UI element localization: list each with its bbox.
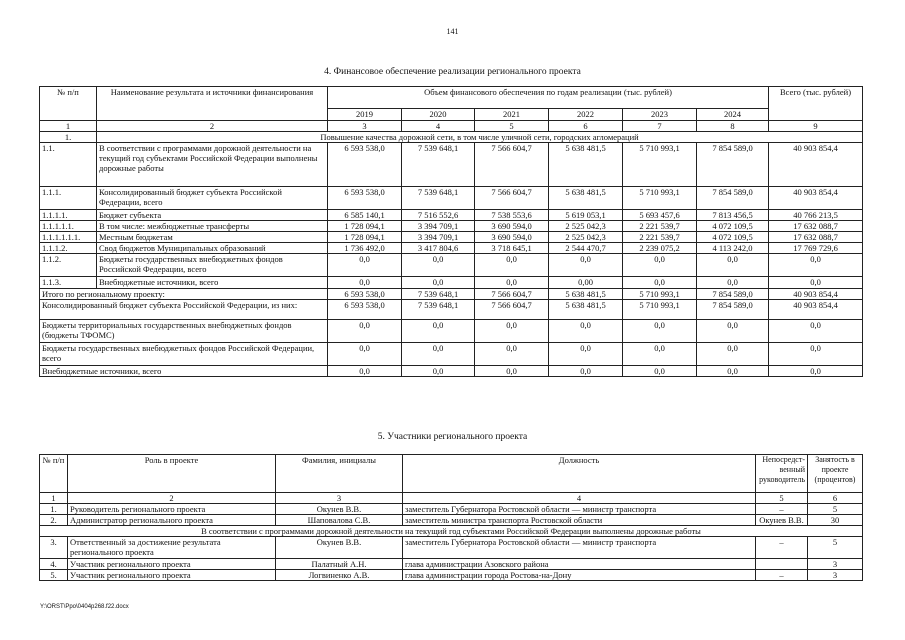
financing-total-row bbox=[40, 366, 863, 377]
year-value: 5 693 457,6 bbox=[623, 210, 697, 221]
row-number: 1.1.1. bbox=[40, 187, 97, 210]
year-value: 5 638 481,5 bbox=[549, 187, 623, 210]
col-number: 9 bbox=[769, 121, 863, 132]
year-value: 7 566 604,7 bbox=[475, 187, 549, 210]
header-num: № п/п bbox=[40, 87, 97, 121]
year-value: 7 854 589,0 bbox=[697, 143, 769, 187]
total-value: 0,0 bbox=[769, 320, 863, 343]
total-value: 17 632 088,7 bbox=[769, 221, 863, 232]
col-number: 6 bbox=[808, 493, 863, 504]
header-role: Роль в проекте bbox=[68, 455, 276, 493]
year-value: 0,0 bbox=[623, 366, 697, 377]
row-name: Бюджет субъекта bbox=[97, 210, 328, 221]
year-value: 7 539 648,1 bbox=[402, 143, 475, 187]
col-number: 4 bbox=[403, 493, 756, 504]
participant-row bbox=[40, 504, 863, 515]
row-number: 1.1.2. bbox=[40, 254, 97, 277]
participant-position: глава администрации Азовского района bbox=[403, 559, 756, 570]
year-value: 7 566 604,7 bbox=[475, 143, 549, 187]
financing-row bbox=[40, 187, 863, 210]
year-value: 0,0 bbox=[475, 366, 549, 377]
year-value: 7 813 456,5 bbox=[697, 210, 769, 221]
year-value: 7 854 589,0 bbox=[697, 187, 769, 210]
col-number: 2 bbox=[68, 493, 276, 504]
row-name: Консолидированный бюджет субъекта Российской Федерации, всего bbox=[97, 187, 328, 210]
header-name: Фамилия, инициалы bbox=[276, 455, 403, 493]
header-result-name: Наименование результата и источники финансирования bbox=[97, 87, 328, 121]
year-header: 2024 bbox=[697, 109, 769, 121]
total-row-name: Итого по региональному проекту: bbox=[40, 289, 328, 300]
year-value: 2 525 042,3 bbox=[549, 232, 623, 243]
participant-name: Окунев В.В. bbox=[276, 504, 403, 515]
participant-num: 3. bbox=[40, 537, 68, 559]
financing-row bbox=[40, 277, 863, 289]
footer-file-path: Y:\ORST\Ppo\0404p268.f22.docx bbox=[40, 604, 129, 610]
participant-position: заместитель Губернатора Ростовской области — министр транспорта bbox=[403, 504, 756, 515]
financing-total-row bbox=[40, 320, 863, 343]
year-value: 5 710 993,1 bbox=[623, 289, 697, 300]
year-value: 6 593 538,0 bbox=[328, 143, 402, 187]
participant-position: глава администрации города Ростова-на-Дону bbox=[403, 570, 756, 581]
year-value: 0,0 bbox=[549, 343, 623, 366]
participants-group-title: В соответствии с программами дорожной деятельности на текущий год субъектами Российской Федерации выполнены дорожные работы bbox=[40, 526, 863, 537]
financing-total-row bbox=[40, 289, 863, 300]
group-row bbox=[40, 132, 863, 143]
financing-row bbox=[40, 210, 863, 221]
year-value: 1 728 094,1 bbox=[328, 232, 402, 243]
year-value: 0,0 bbox=[549, 366, 623, 377]
year-value: 7 539 648,1 bbox=[402, 289, 475, 300]
year-value: 2 544 470,7 bbox=[549, 243, 623, 254]
total-value: 40 766 213,5 bbox=[769, 210, 863, 221]
participant-row bbox=[40, 570, 863, 581]
year-value: 5 710 993,1 bbox=[623, 300, 697, 320]
participant-supervisor: Окунев В.В. bbox=[756, 515, 808, 526]
year-value: 0,0 bbox=[475, 254, 549, 277]
year-value: 0,0 bbox=[402, 254, 475, 277]
col-number: 3 bbox=[276, 493, 403, 504]
year-value: 0,0 bbox=[402, 366, 475, 377]
row-number: 1.1.1.2. bbox=[40, 243, 97, 254]
year-value: 0,0 bbox=[328, 320, 402, 343]
year-value: 0,0 bbox=[623, 343, 697, 366]
year-value: 0,0 bbox=[697, 343, 769, 366]
financing-table bbox=[39, 86, 863, 377]
total-value: 40 903 854,4 bbox=[769, 300, 863, 320]
total-value: 40 903 854,4 bbox=[769, 143, 863, 187]
col-number: 5 bbox=[475, 121, 549, 132]
financing-total-row bbox=[40, 300, 863, 320]
col-number: 7 bbox=[623, 121, 697, 132]
year-value: 1 728 094,1 bbox=[328, 221, 402, 232]
financing-row bbox=[40, 221, 863, 232]
col-number: 2 bbox=[97, 121, 328, 132]
year-value: 1 736 492,0 bbox=[328, 243, 402, 254]
col-number: 3 bbox=[328, 121, 402, 132]
participant-row bbox=[40, 515, 863, 526]
participant-employment: 5 bbox=[808, 537, 863, 559]
total-value: 0,0 bbox=[769, 366, 863, 377]
participant-name: Палатный А.Н. bbox=[276, 559, 403, 570]
total-row-name: Бюджеты территориальных государственных внебюджетных фондов (бюджеты ТФОМС) bbox=[40, 320, 328, 343]
year-value: 6 593 538,0 bbox=[328, 187, 402, 210]
year-value: 7 538 553,6 bbox=[475, 210, 549, 221]
col-number: 1 bbox=[40, 121, 97, 132]
participant-role: Администратор регионального проекта bbox=[68, 515, 276, 526]
year-value: 2 221 539,7 bbox=[623, 221, 697, 232]
row-number: 1.1.3. bbox=[40, 277, 97, 289]
year-value: 0,0 bbox=[549, 320, 623, 343]
year-value: 2 239 075,2 bbox=[623, 243, 697, 254]
year-value: 4 072 109,5 bbox=[697, 232, 769, 243]
participant-employment: 30 bbox=[808, 515, 863, 526]
financing-row bbox=[40, 143, 863, 187]
year-value: 0,00 bbox=[549, 277, 623, 289]
total-value: 0,0 bbox=[769, 277, 863, 289]
year-value: 7 566 604,7 bbox=[475, 300, 549, 320]
row-number: 1.1.1.1.1. bbox=[40, 221, 97, 232]
column-number-row bbox=[40, 493, 863, 504]
section-4-title: 4. Финансовое обеспечение реализации регионального проекта bbox=[324, 67, 581, 77]
participant-supervisor: – bbox=[756, 570, 808, 581]
year-value: 2 525 042,3 bbox=[549, 221, 623, 232]
year-value: 5 710 993,1 bbox=[623, 143, 697, 187]
participant-position: заместитель министра транспорта Ростовской области bbox=[403, 515, 756, 526]
row-name: Местным бюджетам bbox=[97, 232, 328, 243]
year-value: 5 638 481,5 bbox=[549, 289, 623, 300]
col-number: 8 bbox=[697, 121, 769, 132]
participant-employment: 5 bbox=[808, 504, 863, 515]
year-value: 7 539 648,1 bbox=[402, 187, 475, 210]
year-value: 0,0 bbox=[402, 343, 475, 366]
row-number: 1.1.1.1.1.1. bbox=[40, 232, 97, 243]
row-name: Бюджеты государственных внебюджетных фондов Российской Федерации, всего bbox=[97, 254, 328, 277]
header-total: Всего (тыс. рублей) bbox=[769, 87, 863, 121]
participant-role: Участник регионального проекта bbox=[68, 559, 276, 570]
participant-name: Логвиненко А.В. bbox=[276, 570, 403, 581]
year-value: 0,0 bbox=[475, 277, 549, 289]
year-value: 0,0 bbox=[475, 320, 549, 343]
total-row-name: Консолидированный бюджет субъекта Российской Федерации, из них: bbox=[40, 300, 328, 320]
year-value: 6 585 140,1 bbox=[328, 210, 402, 221]
year-header: 2022 bbox=[549, 109, 623, 121]
year-value: 0,0 bbox=[549, 254, 623, 277]
page-number: 141 bbox=[446, 27, 459, 36]
year-header: 2023 bbox=[623, 109, 697, 121]
header-employment: Занятость в проекте (процентов) bbox=[808, 455, 863, 493]
participant-num: 4. bbox=[40, 559, 68, 570]
col-number: 4 bbox=[402, 121, 475, 132]
section-5-title: 5. Участники регионального проекта bbox=[377, 432, 528, 442]
row-number: 1.1.1.1. bbox=[40, 210, 97, 221]
year-value: 0,0 bbox=[402, 320, 475, 343]
participant-num: 2. bbox=[40, 515, 68, 526]
group-num: 1. bbox=[40, 132, 97, 143]
header-supervisor: Непосредст-венный руководитель bbox=[756, 455, 808, 493]
year-value: 3 690 594,0 bbox=[475, 221, 549, 232]
year-value: 0,0 bbox=[328, 277, 402, 289]
participant-role: Участник регионального проекта bbox=[68, 570, 276, 581]
row-name: Внебюджетные источники, всего bbox=[97, 277, 328, 289]
participant-role: Руководитель регионального проекта bbox=[68, 504, 276, 515]
year-value: 0,0 bbox=[697, 366, 769, 377]
total-value: 40 903 854,4 bbox=[769, 289, 863, 300]
participant-employment: 3 bbox=[808, 570, 863, 581]
header-num: № п/п bbox=[40, 455, 68, 493]
participant-employment: 3 bbox=[808, 559, 863, 570]
participants-table bbox=[39, 454, 863, 581]
participant-name: Окунев В.В. bbox=[276, 537, 403, 559]
financing-row bbox=[40, 232, 863, 243]
year-value: 7 854 589,0 bbox=[697, 300, 769, 320]
total-value: 17 769 729,6 bbox=[769, 243, 863, 254]
group-title: Повышение качества дорожной сети, в том числе уличной сети, городских агломераций bbox=[97, 132, 863, 143]
header-financing-volume: Объем финансового обеспечения по годам реализации (тыс. рублей) bbox=[328, 87, 769, 109]
year-value: 7 539 648,1 bbox=[402, 300, 475, 320]
participant-name: Шаповалова С.В. bbox=[276, 515, 403, 526]
year-value: 3 417 804,6 bbox=[402, 243, 475, 254]
row-number: 1.1. bbox=[40, 143, 97, 187]
financing-row bbox=[40, 254, 863, 277]
year-value: 3 690 594,0 bbox=[475, 232, 549, 243]
year-value: 7 516 552,6 bbox=[402, 210, 475, 221]
financing-row bbox=[40, 243, 863, 254]
year-value: 5 638 481,5 bbox=[549, 300, 623, 320]
row-name: Свод бюджетов Муниципальных образований bbox=[97, 243, 328, 254]
participant-supervisor: – bbox=[756, 537, 808, 559]
col-number: 1 bbox=[40, 493, 68, 504]
year-value: 0,0 bbox=[623, 320, 697, 343]
header-position: Должность bbox=[403, 455, 756, 493]
col-number: 6 bbox=[549, 121, 623, 132]
year-value: 0,0 bbox=[328, 343, 402, 366]
column-number-row bbox=[40, 121, 863, 132]
year-header: 2019 bbox=[328, 109, 402, 121]
total-value: 17 632 088,7 bbox=[769, 232, 863, 243]
participant-role: Ответственный за достижение результата регионального проекта bbox=[68, 537, 276, 559]
year-value: 5 710 993,1 bbox=[623, 187, 697, 210]
participants-group-row bbox=[40, 526, 863, 537]
year-value: 0,0 bbox=[623, 277, 697, 289]
year-value: 7 566 604,7 bbox=[475, 289, 549, 300]
year-value: 6 593 538,0 bbox=[328, 300, 402, 320]
year-value: 0,0 bbox=[697, 320, 769, 343]
year-value: 4 113 242,0 bbox=[697, 243, 769, 254]
row-name: В соответствии с программами дорожной деятельности на текущий год субъектами Российской Федерации выполнены дорожные работы bbox=[97, 143, 328, 187]
total-row-name: Бюджеты государственных внебюджетных фондов Российской Федерации, всего bbox=[40, 343, 328, 366]
participant-supervisor: – bbox=[756, 504, 808, 515]
year-value: 7 854 589,0 bbox=[697, 289, 769, 300]
year-value: 0,0 bbox=[475, 343, 549, 366]
financing-total-row bbox=[40, 343, 863, 366]
row-name: В том числе: межбюджетные трансферты bbox=[97, 221, 328, 232]
year-header: 2020 bbox=[402, 109, 475, 121]
year-value: 5 638 481,5 bbox=[549, 143, 623, 187]
total-value: 0,0 bbox=[769, 343, 863, 366]
total-value: 0,0 bbox=[769, 254, 863, 277]
year-value: 3 718 645,1 bbox=[475, 243, 549, 254]
year-value: 0,0 bbox=[623, 254, 697, 277]
year-value: 0,0 bbox=[328, 366, 402, 377]
year-value: 6 593 538,0 bbox=[328, 289, 402, 300]
participant-num: 5. bbox=[40, 570, 68, 581]
year-value: 5 619 053,1 bbox=[549, 210, 623, 221]
col-number: 5 bbox=[756, 493, 808, 504]
year-value: 4 072 109,5 bbox=[697, 221, 769, 232]
year-header: 2021 bbox=[475, 109, 549, 121]
total-row-name: Внебюджетные источники, всего bbox=[40, 366, 328, 377]
year-value: 0,0 bbox=[697, 254, 769, 277]
year-value: 3 394 709,1 bbox=[402, 221, 475, 232]
year-value: 3 394 709,1 bbox=[402, 232, 475, 243]
participant-row bbox=[40, 537, 863, 559]
year-value: 0,0 bbox=[328, 254, 402, 277]
year-value: 2 221 539,7 bbox=[623, 232, 697, 243]
participant-num: 1. bbox=[40, 504, 68, 515]
participant-position: заместитель Губернатора Ростовской области — министр транспорта bbox=[403, 537, 756, 559]
year-value: 0,0 bbox=[697, 277, 769, 289]
participant-row bbox=[40, 559, 863, 570]
year-value: 0,0 bbox=[402, 277, 475, 289]
total-value: 40 903 854,4 bbox=[769, 187, 863, 210]
participant-supervisor bbox=[756, 559, 808, 570]
